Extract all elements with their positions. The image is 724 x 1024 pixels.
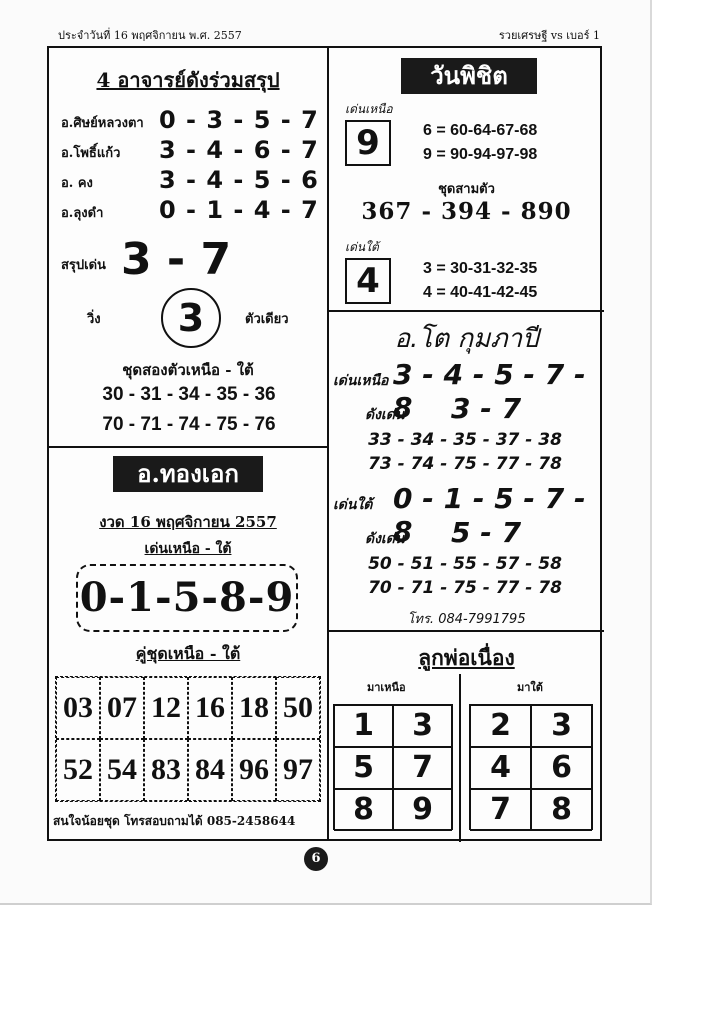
three-digit-title: ชุดสามตัว — [438, 182, 495, 197]
pair-cell: 97 — [276, 739, 320, 801]
wanpichit-title: วันพิชิต — [401, 58, 537, 94]
pair-title: ชุดสองตัวเหนือ - ใต้ — [122, 361, 254, 379]
pair-cell: 52 — [56, 739, 100, 801]
vertical-divider — [327, 48, 329, 839]
draw-date: งวด 16 พฤศจิกายน 2557 — [99, 513, 277, 531]
run-digit-circle: 3 — [161, 288, 221, 348]
top-favorite-value: 3 - 7 — [451, 392, 522, 425]
pair-cell: 12 — [144, 677, 188, 739]
pair-cell: 50 — [276, 677, 320, 739]
content-frame — [47, 46, 602, 841]
bottom-number-row: 70 - 71 - 75 - 77 - 78 — [368, 578, 562, 598]
north-digit: 5 — [334, 747, 393, 789]
teacher-numbers: 3 - 4 - 5 - 6 — [159, 166, 319, 194]
lead-label: เด่นเหนือ - ใต้ — [144, 541, 232, 557]
teacher-name: อ.โพธิ์แก้ว — [61, 146, 121, 161]
south-digit: 4 — [470, 747, 531, 789]
pair-cell: 16 — [188, 677, 232, 739]
summary-label: สรุปเด่น — [61, 258, 106, 273]
teacher-name: อ.ลุงดำ — [61, 206, 104, 221]
north-digits-grid — [333, 704, 453, 830]
north-digit: 9 — [393, 789, 452, 831]
run-label: วิ่ง — [87, 312, 101, 327]
top-lead-label: เด่นเหนือ — [333, 373, 389, 389]
south-digit: 7 — [470, 789, 531, 831]
south-label: มาใต้ — [517, 681, 543, 694]
north-label: มาเหนือ — [367, 681, 406, 694]
summary-value: 3 - 7 — [121, 234, 232, 285]
teacher-name: อ.ศิษย์หลวงตา — [61, 116, 144, 131]
top-lead-value: 3 - 4 - 5 - 7 - 8 — [393, 358, 586, 424]
four-teachers-title: 4 อาจารย์ดังร่วมสรุป — [96, 68, 280, 92]
teacher-numbers: 0 - 1 - 4 - 7 — [159, 196, 319, 224]
top-row: 6 = 60-64-67-68 — [423, 122, 538, 139]
grid-divider — [459, 674, 461, 842]
luk-por-nueang-title: ลูกพ่อเนื่อง — [418, 645, 515, 670]
pair-row: 30 - 31 - 34 - 35 - 36 — [102, 384, 276, 405]
contact-line: สนใจน้อยชุด โทรสอบถามได้ 085-2458644 — [53, 814, 296, 828]
top-number-row: 33 - 34 - 35 - 37 - 38 — [368, 430, 562, 450]
tong-ek-title: อ.ทองเอก — [113, 456, 263, 492]
south-digit: 2 — [470, 705, 531, 747]
pair-cell: 96 — [232, 739, 276, 801]
to-kumpapee-title: อ.โต กุมภาปี — [394, 324, 539, 354]
south-digit: 8 — [531, 789, 592, 831]
south-digits-grid — [469, 704, 593, 830]
pair-cell: 84 — [188, 739, 232, 801]
north-digit: 3 — [393, 705, 452, 747]
teacher-numbers: 3 - 4 - 6 - 7 — [159, 136, 319, 164]
north-digit: 1 — [334, 705, 393, 747]
phone-number: โทร. 084-7991795 — [407, 612, 526, 627]
bottom-number-row: 50 - 51 - 55 - 57 - 58 — [368, 554, 562, 574]
top-lead-label: เด่นเหนือ — [345, 102, 393, 116]
north-digit: 7 — [393, 747, 452, 789]
single-label: ตัวเดียว — [245, 312, 289, 327]
right-divider-top — [329, 310, 604, 312]
three-digit-row: 367 - 394 - 890 — [361, 198, 572, 225]
bottom-lead-label: เด่นใต้ — [333, 497, 373, 513]
south-digit: 6 — [531, 747, 592, 789]
pair-cell: 18 — [232, 677, 276, 739]
pairs-label: คู่ชุดเหนือ - ใต้ — [135, 644, 241, 663]
pair-cell: 83 — [144, 739, 188, 801]
bottom-digit-box: 4 — [345, 258, 391, 304]
bottom-favorite-value: 5 - 7 — [451, 516, 522, 549]
pairs-grid — [55, 676, 321, 802]
bottom-lead-label: เด่นใต้ — [345, 240, 379, 254]
top-favorite-label: ดังเด่น — [365, 407, 405, 423]
teacher-numbers: 0 - 3 - 5 - 7 — [159, 106, 319, 134]
top-digit-box: 9 — [345, 120, 391, 166]
south-digit: 3 — [531, 705, 592, 747]
bottom-row: 3 = 30-31-32-35 — [423, 260, 538, 277]
left-divider — [49, 446, 327, 448]
north-digit: 8 — [334, 789, 393, 831]
right-divider-bottom — [329, 630, 604, 632]
pair-row: 70 - 71 - 74 - 75 - 76 — [102, 414, 276, 435]
pair-cell: 07 — [100, 677, 144, 739]
bottom-row: 4 = 40-41-42-45 — [423, 284, 538, 301]
pair-cell: 54 — [100, 739, 144, 801]
teacher-name: อ. คง — [61, 176, 93, 191]
lead-numbers-box: 0-1-5-8-9 — [76, 564, 298, 632]
publication-title: รวยเศรษฐี vs เบอร์ 1 — [498, 29, 600, 42]
pair-cell: 03 — [56, 677, 100, 739]
page-number: 6 — [304, 847, 328, 871]
top-row: 9 = 90-94-97-98 — [423, 146, 538, 163]
issue-date: ประจำวันที่ 16 พฤศจิกายน พ.ศ. 2557 — [58, 29, 242, 42]
bottom-lead-value: 0 - 1 - 5 - 7 - 8 — [393, 482, 586, 548]
bottom-favorite-label: ดังเด่น — [365, 531, 405, 547]
top-number-row: 73 - 74 - 75 - 77 - 78 — [368, 454, 562, 474]
